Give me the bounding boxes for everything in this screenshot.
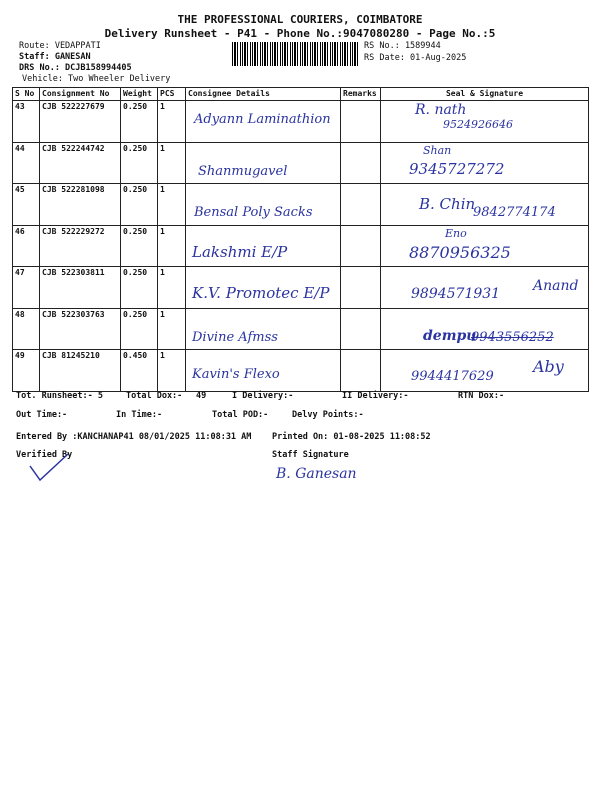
- row-sno: 43: [13, 101, 40, 143]
- signature-mark: Anand: [533, 278, 579, 294]
- col-signature: Seal & Signature: [381, 88, 589, 101]
- row-remarks: [341, 142, 381, 184]
- row-signature: [381, 101, 589, 143]
- consignee-handwriting: K.V. Promotec E/P: [192, 284, 330, 302]
- signature-mark: Shan: [423, 143, 452, 157]
- table-row: [13, 350, 589, 392]
- table-row: [13, 184, 589, 226]
- tot-runsheet: Tot. Runsheet:- 5: [16, 391, 103, 401]
- row-signature: [381, 350, 589, 392]
- signature-mark: Aby: [533, 357, 564, 376]
- runsheet-subtitle: Delivery Runsheet - P41 - Phone No.:9047080280 - Page No.:5: [104, 27, 496, 40]
- row-consignee: [186, 225, 341, 267]
- route-label: Route: VEDAPPATI: [19, 41, 101, 51]
- ii-delivery: II Delivery:-: [342, 391, 409, 401]
- row-weight: 0.450: [121, 350, 158, 392]
- row-consignee: [186, 101, 341, 143]
- row-remarks: [341, 267, 381, 309]
- row-weight: 0.250: [121, 225, 158, 267]
- col-consignee: Consignee Details: [186, 88, 341, 101]
- verified-by: Verified By: [16, 450, 73, 460]
- signature-phone: 9894571931: [411, 286, 501, 302]
- row-consignment: CJB 522227679: [40, 101, 121, 143]
- consignee-handwriting: Adyann Laminathion: [194, 112, 331, 127]
- col-pcs: PCS: [158, 88, 186, 101]
- total-dox-label: Total Dox:-: [126, 391, 183, 401]
- row-consignment: CJB 522244742: [40, 142, 121, 184]
- row-remarks: [341, 350, 381, 392]
- drs-label: DRS No.: DCJB158994405: [19, 63, 132, 73]
- row-remarks: [341, 101, 381, 143]
- consignee-handwriting: Bensal Poly Sacks: [194, 205, 313, 220]
- row-consignee: [186, 350, 341, 392]
- row-remarks: [341, 308, 381, 350]
- row-pcs: 1: [158, 225, 186, 267]
- consignee-handwriting: Lakshmi E/P: [192, 242, 288, 261]
- row-consignment: CJB 522229272: [40, 225, 121, 267]
- staff-handwritten-signature: B. Ganesan: [276, 466, 357, 482]
- col-remarks: Remarks: [341, 88, 381, 101]
- row-signature: [381, 267, 589, 309]
- row-sno: 49: [13, 350, 40, 392]
- row-pcs: 1: [158, 350, 186, 392]
- vehicle-label: Vehicle: Two Wheeler Delivery: [22, 74, 171, 84]
- consignee-handwriting: Kavin's Flexo: [192, 367, 280, 382]
- verified-tick-mark: [26, 452, 76, 484]
- signature-phone: 9345727272: [409, 159, 505, 178]
- row-pcs: 1: [158, 308, 186, 350]
- row-sno: 45: [13, 184, 40, 226]
- row-remarks: [341, 184, 381, 226]
- row-weight: 0.250: [121, 267, 158, 309]
- row-weight: 0.250: [121, 142, 158, 184]
- signature-phone: 9944417629: [411, 369, 494, 384]
- table-row: [13, 308, 589, 350]
- company-title: THE PROFESSIONAL COURIERS, COIMBATORE: [177, 13, 423, 26]
- signature-phone: 9943556252: [471, 329, 554, 345]
- rs-number: RS No.: 1589944: [364, 41, 441, 51]
- table-row: [13, 142, 589, 184]
- row-sno: 46: [13, 225, 40, 267]
- row-pcs: 1: [158, 184, 186, 226]
- row-weight: 0.250: [121, 184, 158, 226]
- row-consignment: CJB 522303763: [40, 308, 121, 350]
- table-row: [13, 101, 589, 143]
- out-time: Out Time:-: [16, 410, 68, 420]
- staff-label: Staff: GANESAN: [19, 52, 91, 62]
- row-consignee: [186, 142, 341, 184]
- signature-mark: B. Chin: [419, 195, 476, 213]
- row-weight: 0.250: [121, 308, 158, 350]
- signature-mark: R. nath: [415, 102, 467, 118]
- signature-mark: dempu: [423, 327, 477, 344]
- delivery-table: [12, 87, 589, 392]
- table-row: [13, 267, 589, 309]
- row-pcs: 1: [158, 142, 186, 184]
- staff-signature-label: Staff Signature: [272, 450, 349, 460]
- row-weight: 0.250: [121, 101, 158, 143]
- printed-on: Printed On: 01-08-2025 11:08:52: [272, 432, 431, 442]
- row-consignee: [186, 267, 341, 309]
- total-dox-value: 49: [196, 391, 207, 401]
- col-weight: Weight: [121, 88, 158, 101]
- row-sno: 48: [13, 308, 40, 350]
- delvy-points: Delvy Points:-: [292, 410, 364, 420]
- consignee-handwriting: Divine Afmss: [192, 329, 278, 345]
- row-consignment: CJB 522281098: [40, 184, 121, 226]
- row-consignment: CJB 81245210: [40, 350, 121, 392]
- row-sno: 47: [13, 267, 40, 309]
- entered-by: Entered By :KANCHANAP41 08/01/2025 11:08:31 AM: [16, 432, 252, 442]
- col-sno: S No: [13, 88, 40, 101]
- rs-date: RS Date: 01-Aug-2025: [364, 53, 467, 63]
- row-pcs: 1: [158, 101, 186, 143]
- row-sno: 44: [13, 142, 40, 184]
- row-consignment: CJB 522303811: [40, 267, 121, 309]
- signature-mark: Eno: [445, 226, 467, 240]
- row-signature: [381, 308, 589, 350]
- in-time: In Time:-: [116, 410, 163, 420]
- signature-phone: 9842774174: [473, 205, 556, 220]
- i-delivery: I Delivery:-: [232, 391, 294, 401]
- row-consignee: [186, 184, 341, 226]
- row-consignee: [186, 308, 341, 350]
- row-signature: [381, 142, 589, 184]
- signature-phone: 8870956325: [409, 242, 511, 262]
- row-signature: [381, 225, 589, 267]
- total-pod: Total POD:-: [212, 410, 269, 420]
- signature-phone: 9524926646: [443, 118, 513, 131]
- rtn-dox: RTN Dox:-: [458, 391, 505, 401]
- barcode: [232, 42, 358, 66]
- table-header-row: [13, 88, 589, 101]
- table-row: [13, 225, 589, 267]
- row-remarks: [341, 225, 381, 267]
- consignee-handwriting: Shanmugavel: [198, 163, 288, 179]
- row-signature: [381, 184, 589, 226]
- col-consignment: Consignment No: [40, 88, 121, 101]
- row-pcs: 1: [158, 267, 186, 309]
